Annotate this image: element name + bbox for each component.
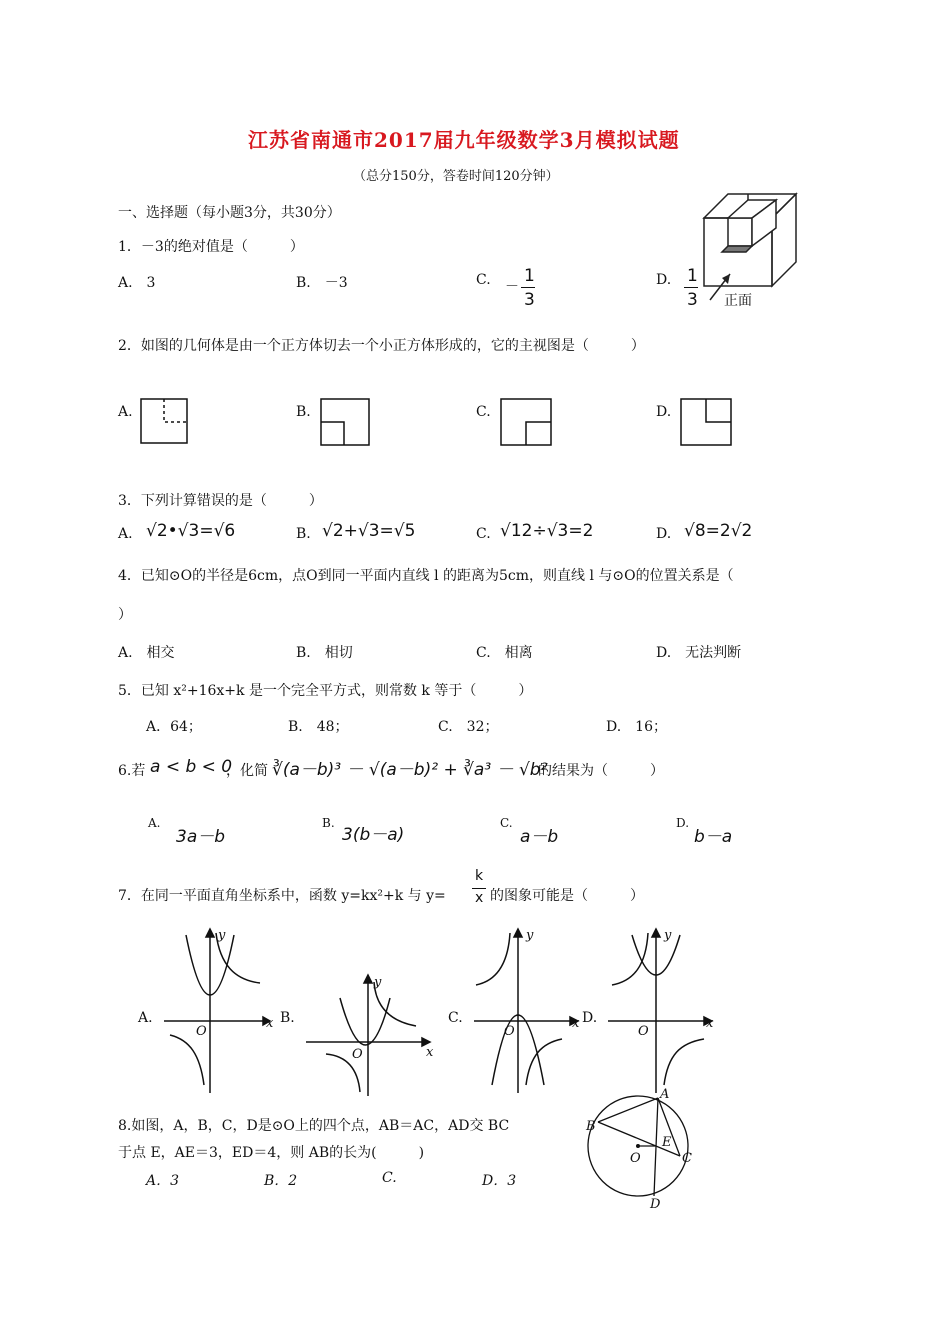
q1-option-d-bar — [684, 287, 698, 288]
q3-option-c-expr: √12÷√3=2 — [500, 521, 594, 541]
q2-option-a-label: A. — [118, 404, 133, 420]
front-label: 正面 — [724, 293, 752, 309]
q6-expression: ∛(a－b)³ － √(a－b)² + ∛a³ － √b² — [272, 760, 548, 780]
q4-stem-end: ） — [118, 607, 132, 623]
q6-option-b-label: B. — [322, 816, 335, 830]
section-heading: 一、选择题（每小题3分，共30分） — [118, 205, 341, 221]
origin-label: O — [638, 1024, 649, 1039]
q3-option-d-expr: √8=2√2 — [684, 521, 753, 541]
q2-option-c-figure — [500, 398, 552, 446]
q2-stem: 2．如图的几何体是由一个正方体切去一个小正方体形成的，它的主视图是（ ） — [118, 338, 645, 354]
axis-y-label: y — [374, 975, 382, 990]
q7-frac-num: k — [475, 868, 484, 884]
q7-option-d-label: D. — [582, 1010, 598, 1026]
q1-option-c-den: 3 — [524, 290, 535, 310]
q7-graph-c — [470, 925, 586, 1095]
q5-option-d: D. 16； — [606, 719, 667, 735]
q3-option-a-expr: √2•√3=√6 — [146, 521, 236, 541]
q2-option-d-label: D. — [656, 404, 672, 420]
q3-option-c-label: C. — [476, 526, 491, 542]
point-a-label: A — [660, 1087, 670, 1102]
page-title: 江苏省南通市2017届九年级数学3月模拟试题 — [248, 128, 680, 152]
q7-graph-a — [160, 925, 280, 1095]
q7-stem-pre: 7．在同一平面直角坐标系中，函数 y=kx²+k 与 y= — [118, 888, 446, 904]
q8-stem-line2: 于点 E，AE＝3，ED＝4，则 AB的长为( ) — [118, 1145, 425, 1161]
q1-option-a: A. 3 — [118, 275, 156, 291]
q6-option-d: b－a — [694, 827, 733, 847]
q6-option-c: a－b — [520, 827, 559, 847]
q4-option-d: D. 无法判断 — [656, 645, 742, 661]
q7-option-b-label: B. — [280, 1010, 295, 1026]
q1-option-c-label: C. — [476, 272, 491, 288]
q7-option-a-label: A. — [138, 1010, 153, 1026]
origin-label: O — [352, 1047, 363, 1062]
q6-condition: a < b < 0 — [150, 757, 233, 777]
q6-stem-pre: 6.若 — [118, 763, 146, 779]
axis-y-label: y — [526, 928, 534, 943]
q6-stem-post: 的结果为（ ） — [538, 763, 664, 779]
q6-option-b: 3(b－a) — [342, 825, 405, 845]
q1-stem: 1．－3的绝对值是（ ） — [118, 239, 304, 255]
q1-option-c-num: 1 — [524, 266, 535, 286]
q8-stem-line1: 8.如图，A，B，C，D是⊙O上的四个点，AB＝AC，AD交 BC — [118, 1118, 510, 1134]
q3-option-a-label: A. — [118, 526, 133, 542]
q2-option-c-label: C. — [476, 404, 491, 420]
point-e-label: E — [662, 1135, 672, 1150]
q4-option-b: B. 相切 — [296, 645, 353, 661]
q7-option-c-label: C. — [448, 1010, 463, 1026]
q2-option-a-figure — [140, 398, 188, 444]
page-subtitle: （总分150分，答卷时间120分钟） — [353, 169, 559, 184]
cut-cube-figure — [700, 190, 810, 315]
q3-stem: 3．下列计算错误的是（ ） — [118, 493, 323, 509]
q1-option-d-den: 3 — [687, 290, 698, 310]
q5-option-b: B. 48； — [288, 719, 349, 735]
q1-option-d-label: D. — [656, 272, 672, 288]
q6-option-c-label: C. — [500, 816, 513, 830]
axis-x-label: x — [706, 1016, 714, 1031]
q4-option-c: C. 相离 — [476, 645, 533, 661]
q6-option-a: 3a－b — [176, 827, 226, 847]
q7-graph-b — [304, 970, 440, 1098]
q2-option-b-figure — [320, 398, 370, 446]
q6-stem-mid: ，化简 — [226, 763, 268, 779]
q5-option-a: A．64； — [146, 719, 202, 735]
axis-x-label: x — [572, 1016, 580, 1031]
q5-option-c: C. 32； — [438, 719, 499, 735]
axis-x-label: x — [426, 1045, 434, 1060]
q1-option-b: B. －3 — [296, 275, 348, 291]
point-o-label: O — [630, 1151, 641, 1166]
point-d-label: D — [650, 1197, 661, 1212]
q3-option-b-expr: √2+√3=√5 — [322, 521, 416, 541]
q8-option-b: B．2 — [264, 1173, 298, 1189]
q1-option-c-bar — [521, 287, 535, 288]
q6-option-d-label: D. — [676, 816, 690, 830]
axis-y-label: y — [664, 928, 672, 943]
q5-stem: 5．已知 x²+16x+k 是一个完全平方式，则常数 k 等于（ ） — [118, 683, 533, 699]
q8-circle-figure — [586, 1087, 706, 1212]
q8-option-c: C. — [382, 1170, 397, 1186]
origin-label: O — [504, 1024, 515, 1039]
q1-option-c-sign: － — [505, 279, 519, 295]
q4-option-a: A. 相交 — [118, 645, 175, 661]
q7-frac-den: x — [475, 890, 484, 906]
q7-stem-post: 的图象可能是（ ） — [490, 888, 644, 904]
q4-stem: 4．已知⊙O的半径是6cm，点O到同一平面内直线 l 的距离为5cm，则直线 l 与⊙O的位置关系是（ — [118, 568, 734, 584]
q7-graph-d — [604, 925, 720, 1095]
origin-label: O — [196, 1024, 207, 1039]
q7-frac-bar — [472, 888, 486, 889]
q2-option-d-figure — [680, 398, 732, 446]
q3-option-d-label: D. — [656, 526, 672, 542]
q8-option-a: A．3 — [146, 1173, 180, 1189]
q2-option-b-label: B. — [296, 404, 311, 420]
q8-option-d: D．3 — [482, 1173, 517, 1189]
q3-option-b-label: B. — [296, 526, 311, 542]
q6-option-a-label: A. — [148, 816, 161, 830]
axis-x-label: x — [266, 1016, 274, 1031]
point-c-label: C — [682, 1151, 692, 1166]
point-b-label: B — [586, 1119, 596, 1134]
axis-y-label: y — [218, 928, 226, 943]
q1-option-d-num: 1 — [687, 266, 698, 286]
